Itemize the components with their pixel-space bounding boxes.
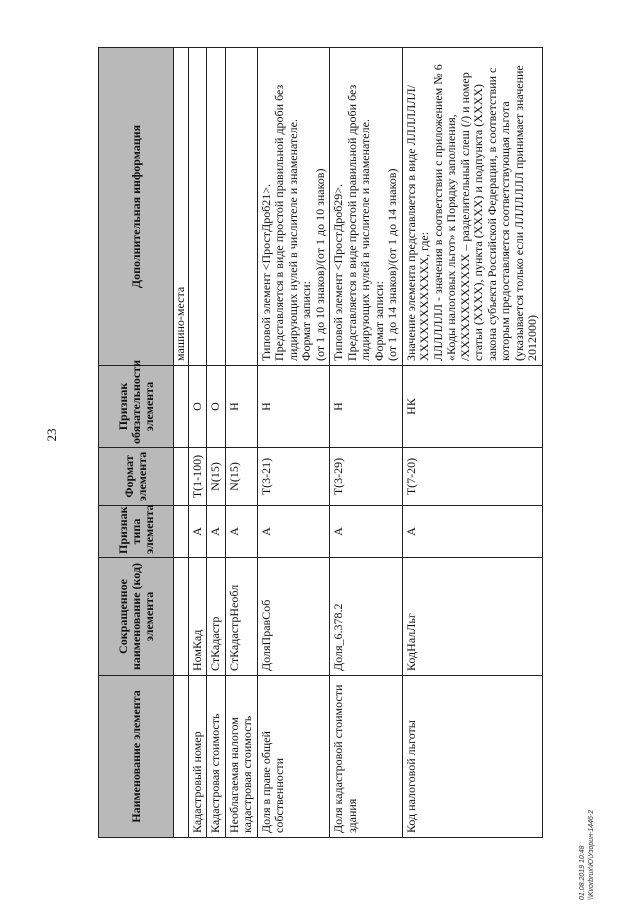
table-row <box>225 48 257 838</box>
cell-name: Доля кадастровой стоимости здания <box>330 676 403 838</box>
cell-info: машино-места <box>174 48 189 366</box>
cell-required: Н <box>225 366 257 448</box>
cell-info <box>188 48 207 366</box>
cell-name: Необлагаемая налогом кадастровая стоимость <box>225 676 257 838</box>
cell-code: СтКадастр <box>207 558 226 676</box>
table-row-continuation <box>174 48 189 838</box>
cell-code: СтКадастрНеобл <box>225 558 257 676</box>
page-number: 23 <box>44 428 59 442</box>
table-row <box>330 48 403 838</box>
table-row <box>207 48 226 838</box>
cell-type: А <box>225 506 257 558</box>
cell-code: НомКад <box>188 558 207 676</box>
cell-format: N(15) <box>225 448 257 506</box>
cell-type: А <box>257 506 330 558</box>
footer-timestamp: 01.08.2019 10:48 <box>579 845 586 900</box>
cell-info <box>225 48 257 366</box>
cell-code: Доля_6.378.2 <box>330 558 403 676</box>
header-required: Признак обязательности элемента <box>99 366 174 448</box>
cell-info: Типовой элемент <ПростДроб21>. Представляется в виде простой правильной дроби без лидирующих нулей в числителе и знаменателе. Формат записи: (от 1 до 10 знаков)/(от 1 до 10 знаков) <box>257 48 330 366</box>
cell-format: T(3-21) <box>257 448 330 506</box>
cell-format: T(7-20) <box>402 448 542 506</box>
header-code: Сокращенное наименование (код) элемента <box>99 558 174 676</box>
cell-name: Кадастровый номер <box>188 676 207 838</box>
header-type: Признак типа элемента <box>99 506 174 558</box>
table-row <box>257 48 330 838</box>
table-row <box>188 48 207 838</box>
cell-info <box>207 48 226 366</box>
cell-type: А <box>207 506 226 558</box>
cell-info: Значение элемента представляется в виде ЛЛЛЛЛЛЛ/ХХХХХХХХХХХХ, где: ЛЛЛЛЛЛЛ - значения в соответствии с приложением № 6 «Коды налоговых льгот» к Порядку заполнения, /ХХХХХХХХХХХХ – разделительный слеш (/) и номер статьи (ХХХХ), пункта (ХХХХ) и подпункта (ХХХХ) закона субъекта Российской Федерации, в соответствии с которым предоставляется соответствующая льгота (указывается только если ЛЛЛЛЛЛЛ принимает значение 2012000) <box>402 48 542 366</box>
header-name: Наименование элемента <box>99 676 174 838</box>
cell-required: Н <box>330 366 403 448</box>
elements-table <box>98 47 543 838</box>
cell-format: T(1-100) <box>188 448 207 506</box>
cell-code: ДоляПравСоб <box>257 558 330 676</box>
rotated-table-wrapper <box>98 48 586 838</box>
header-format: Формат элемента <box>99 448 174 506</box>
cell-type: А <box>188 506 207 558</box>
cell-type: А <box>330 506 403 558</box>
table-row <box>402 48 542 838</box>
cell-format: T(3-29) <box>330 448 403 506</box>
cell-required: О <box>188 366 207 448</box>
header-info: Дополнительная информация <box>99 48 174 366</box>
cell-format: N(15) <box>207 448 226 506</box>
cell-name: Доля в праве общей собственности <box>257 676 330 838</box>
cell-info: Типовой элемент <ПростДроб29>. Представляется в виде простой правильной дроби без лидирующих нулей в числителе и знаменателе. Формат записи: (от 1 до 14 знаков)/(от 1 до 14 знаков) <box>330 48 403 366</box>
table-header-row <box>99 48 174 838</box>
cell-required: Н <box>257 366 330 448</box>
cell-type: А <box>402 506 542 558</box>
cell-required: О <box>207 366 226 448</box>
cell-name: Кадастровая стоимость <box>207 676 226 838</box>
footer-filepath: \\Kvorbrux\Ю\Узорин-1446-2 <box>588 809 595 900</box>
cell-required: НК <box>402 366 542 448</box>
footer-stamp <box>578 810 596 900</box>
cell-code: КодНалЛьг <box>402 558 542 676</box>
cell-name: Код налоговой льготы <box>402 676 542 838</box>
